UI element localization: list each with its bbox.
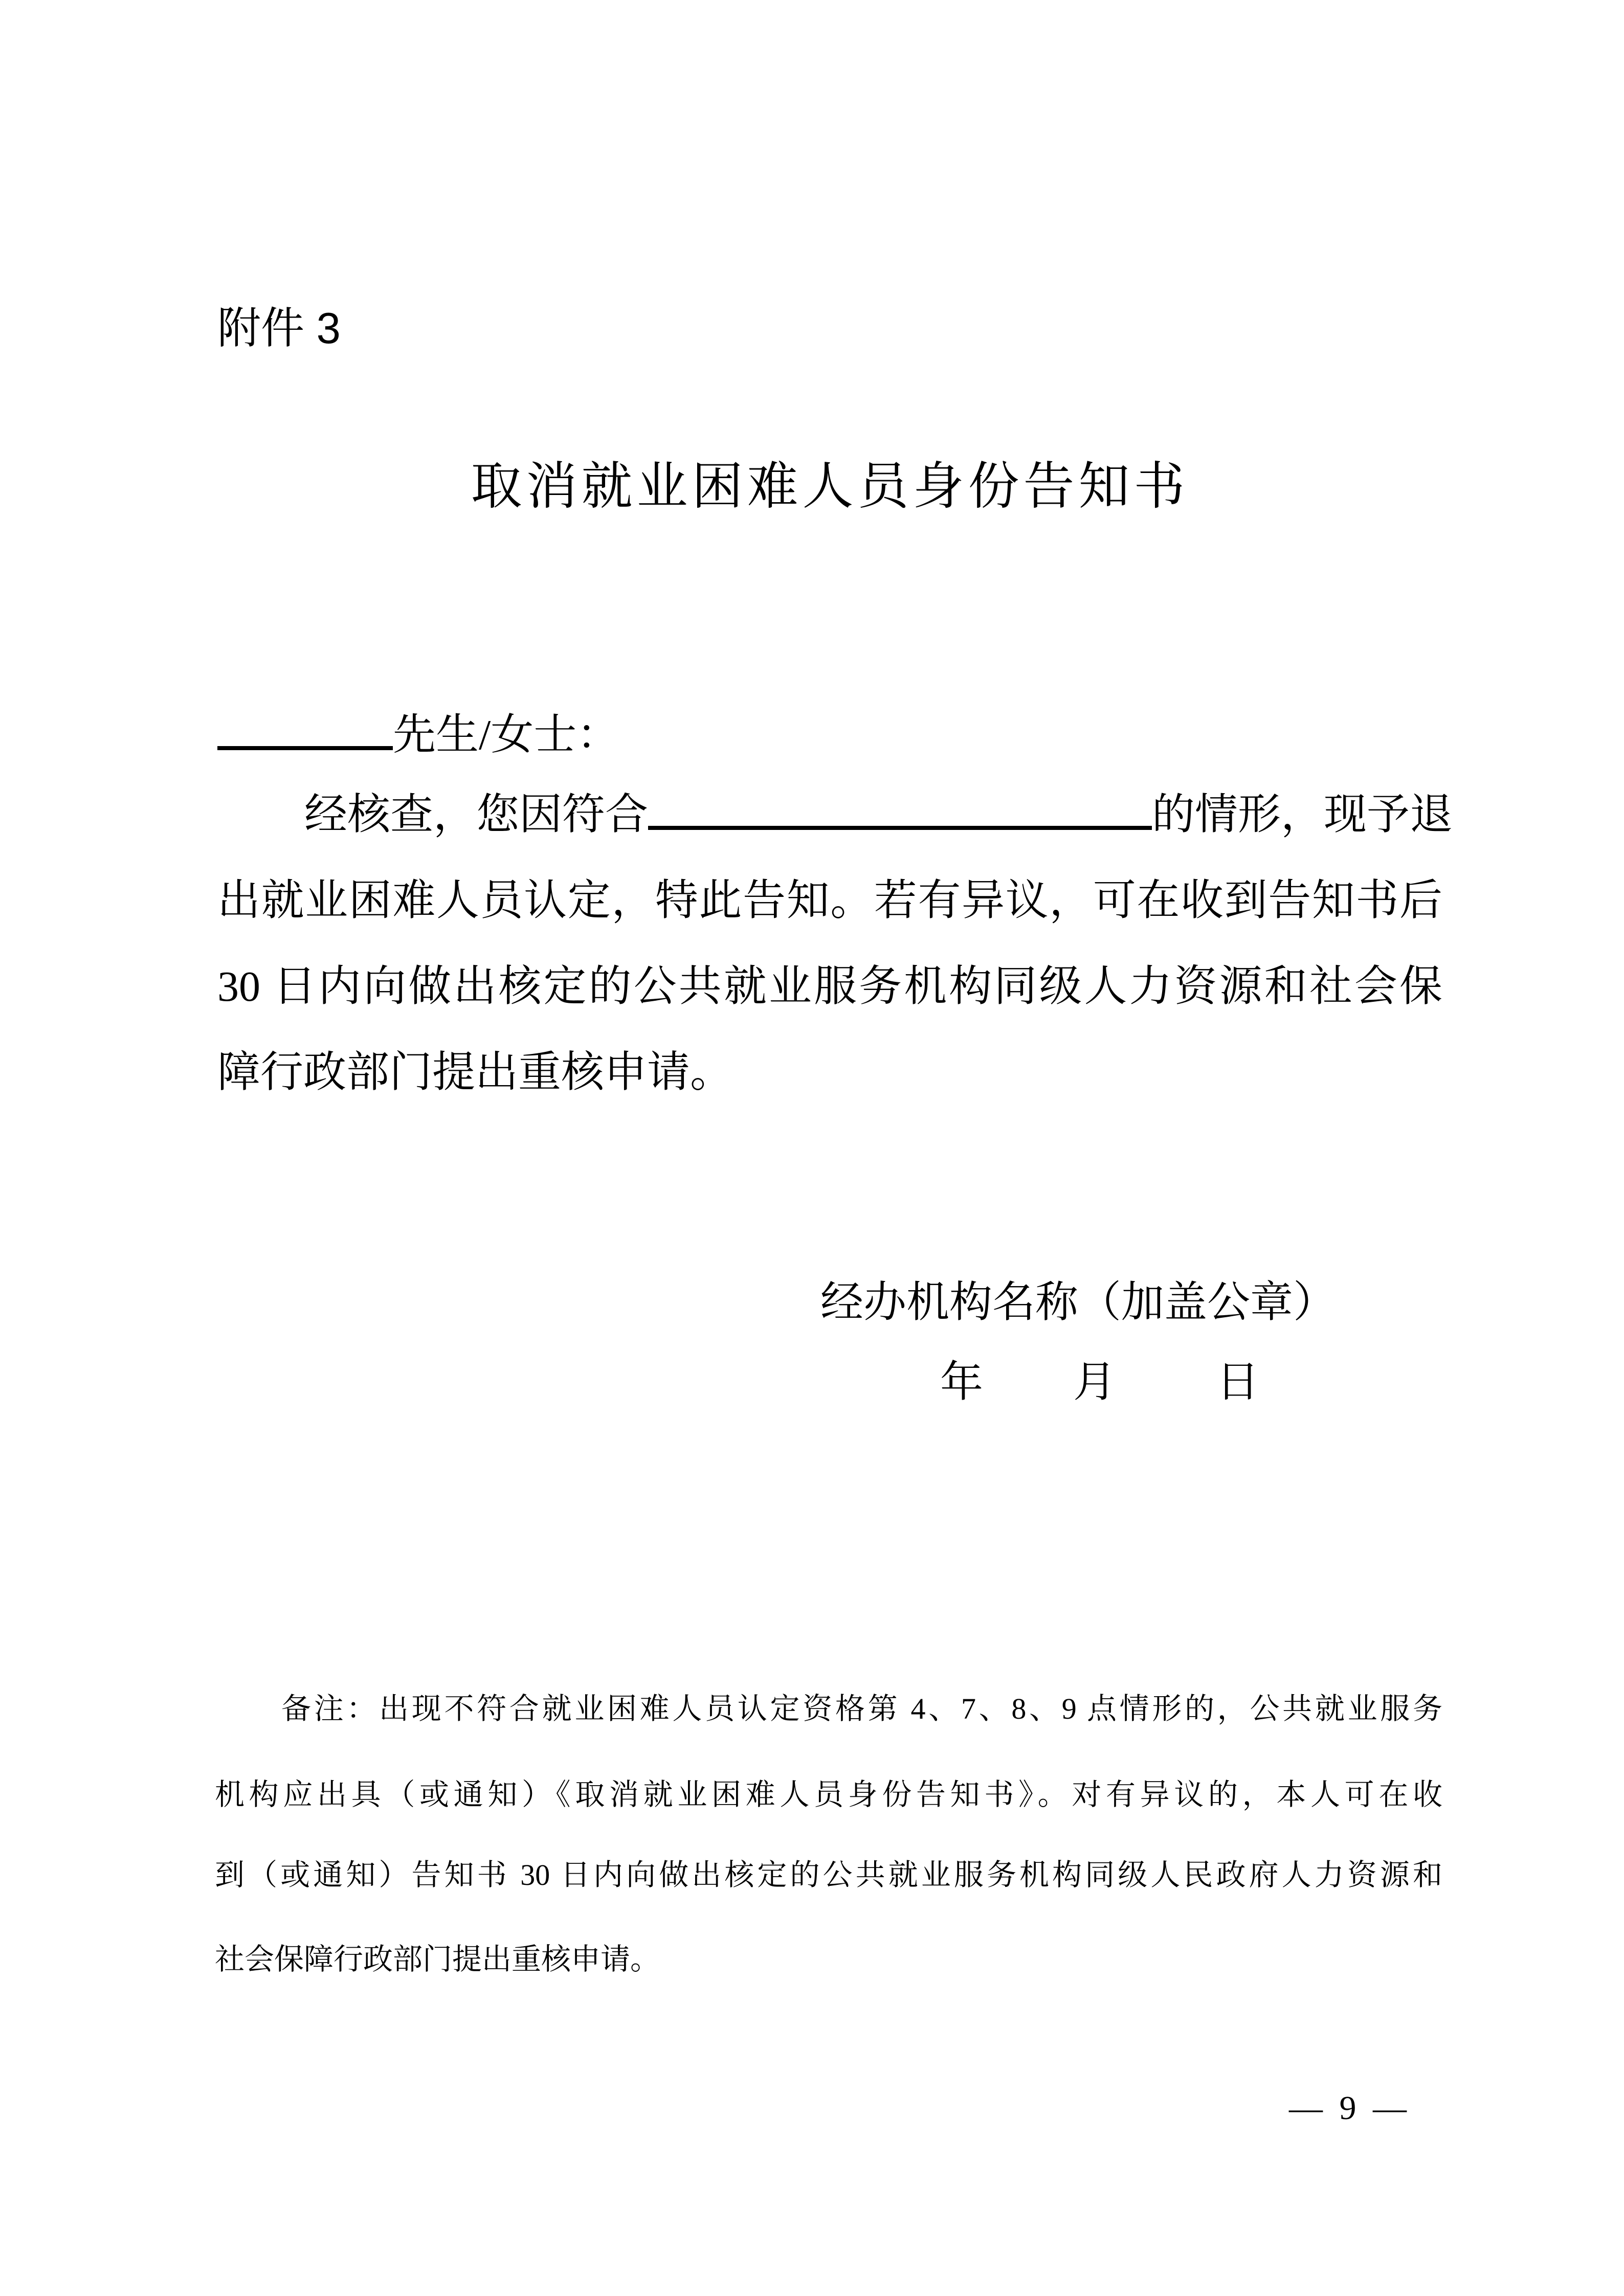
name-blank-line <box>217 746 393 750</box>
issuing-agency-line: 经办机构名称（加盖公章） <box>820 1279 1337 1326</box>
note-line-1: 备注：出现不符合就业困难人员认定资格第 4、7、8、9 点情形的，公共就业服务 <box>281 1692 1442 1725</box>
date-month-label: 月 <box>1073 1359 1117 1406</box>
attachment-label: 附件 3 <box>217 304 341 353</box>
salutation-text: 先生/女士： <box>393 711 620 759</box>
reason-blank-line <box>648 826 1152 830</box>
body-line-1-after: 的情形，现予退 <box>1152 791 1453 839</box>
body-line-4: 障行政部门提出重核申请。 <box>217 1049 733 1096</box>
note-line-3: 到（或通知）告知书 30 日内向做出核定的公共就业服务机构同级人民政府人力资源和 <box>215 1858 1442 1892</box>
note-line-4: 社会保障行政部门提出重核申请。 <box>215 1943 660 1976</box>
date-day-label: 日 <box>1216 1359 1260 1406</box>
note-line-2: 机构应出具（或通知）《取消就业困难人员身份告知书》。对有异议的，本人可在收 <box>215 1778 1442 1811</box>
date-year-label: 年 <box>940 1359 984 1406</box>
body-line-3: 30 日内向做出核定的公共就业服务机构同级人力资源和社会保 <box>217 963 1442 1010</box>
page-title: 取消就业困难人员身份告知书 <box>471 458 1189 515</box>
body-line-2: 出就业困难人员认定，特此告知。若有异议，可在收到告知书后 <box>217 877 1442 925</box>
salutation-line <box>217 711 620 759</box>
body-line-1-before: 经核查，您因符合 <box>304 791 649 839</box>
page-number: — 9 — <box>1289 2089 1411 2127</box>
body-line-1 <box>217 791 1453 839</box>
date-line <box>940 1361 1259 1404</box>
